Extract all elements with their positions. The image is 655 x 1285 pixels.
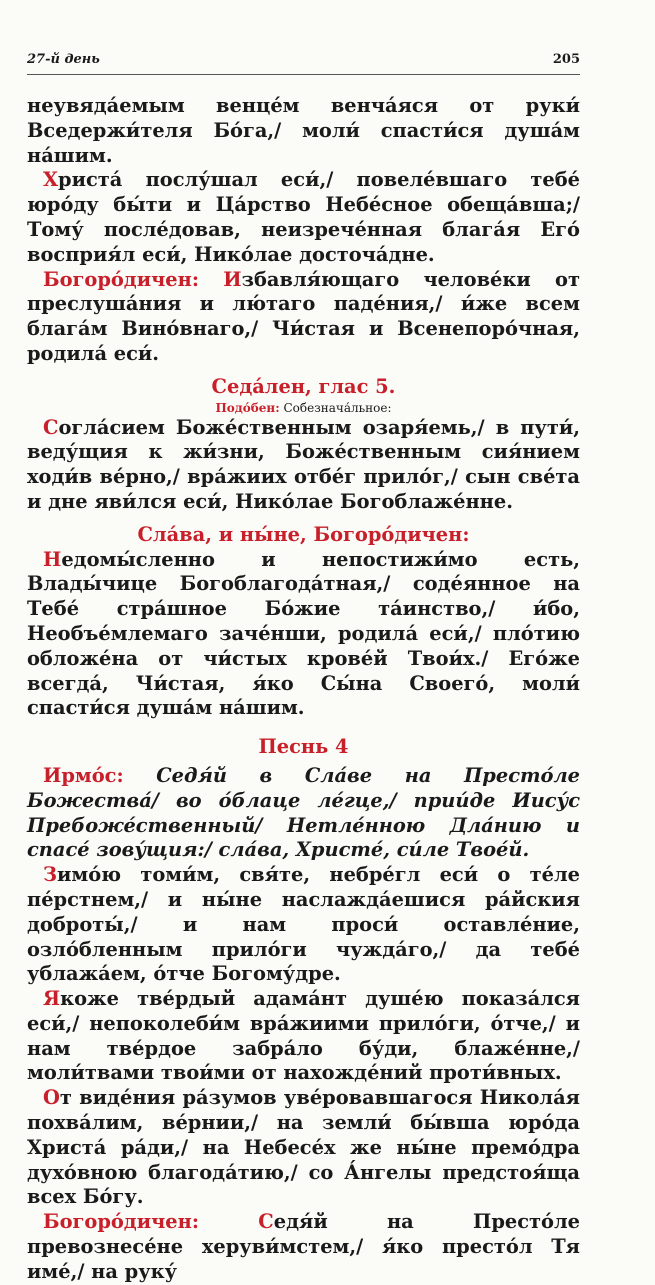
page-number: 205 bbox=[552, 52, 580, 67]
paragraph-2: Христа́ послу́шал еси́,/ повеле́вшаго тебе́ юро́ду бы́ти и Ца́рство Небе́сное обеща́вша;/ Тому́ после́довав, неизрече́нная блага́я Его́ восприя́л еси́, Нико́лае досточа́дне. bbox=[27, 168, 580, 266]
paragraph-1: неувяда́емым венце́м венча́яся от руки́ Вседержи́теля Бо́га,/ моли́ спасти́ся душа́м на́шим. bbox=[27, 94, 580, 167]
theotokion-2: Недомы́сленно и непостижи́мо есть, Влады́чице Богоблагода́тная,/ соде́янное на Тебе́ стра́шное Бо́жие та́инство,/ и́бо, Необъе́млемаго заче́нши, родила́ еси́,/ пло́тию обложе́на от чи́стых крове́й Твои́х./ Его́же всегда́, Чи́стая, я́ко Сы́на Своего́, моли́ спасти́ся душа́м на́шим. bbox=[27, 547, 580, 720]
red-initial: З bbox=[43, 863, 57, 887]
rubric-label: Ирмо́с: bbox=[43, 763, 157, 787]
troparion-3: От виде́ния ра́зумов уве́ровавшагося Никола́я похва́лим, ве́рнии,/ на земли́ бы́вша юро́да Христа́ ра́ди,/ на Небесе́х же ны́не премо́дра духо́вною благода́тию,/ со А́нгелы предстоя́ща всех Бо́гу. bbox=[27, 1086, 580, 1209]
page-body bbox=[27, 94, 580, 1285]
theotokion-3: Богоро́дичен: Седя́й на Престо́ле превознесе́не херуви́мстем,/ я́ко престо́л Тя име́,/ на руку́ bbox=[27, 1210, 581, 1283]
troparion-1: Зимо́ю томи́м, свя́те, небре́гл еси́ о те́ле пе́рстнем,/ и ны́не наслажда́ешися ра́йския доброты́,/ и нам проси́ оставле́ние, озло́бленным прило́ги чужда́го,/ да тебе́ ублажа́ем, о́тче Богому́дре. bbox=[27, 863, 580, 986]
theotokion-1: Богоро́дичен: Избавля́ющаго челове́ки от преслуша́ния и лю́таго паде́ния,/ и́же всем блага́м Вино́внаго,/ Чи́стая и Всенепоро́чная, родила́ еси́. bbox=[27, 267, 580, 365]
running-header bbox=[27, 52, 580, 75]
ode-title: Песнь 4 bbox=[258, 735, 349, 759]
red-initial: Н bbox=[43, 547, 62, 571]
rubric-label: Богоро́дичен: bbox=[43, 1210, 259, 1234]
sedalen-text: Согла́сием Боже́ственным озаря́емь,/ в пути́, веду́щия к жи́зни, Боже́ственным сия́нием ходи́в ве́рно,/ вра́жиих отбе́г прило́г,/ сын све́та и дне яви́лся еси́, Нико́лае Богоблаже́нне. bbox=[27, 415, 580, 513]
sedalen-title: Седа́лен, глас 5. bbox=[211, 374, 396, 398]
rubric-label: Богоро́дичен: bbox=[43, 267, 224, 291]
red-initial: Х bbox=[43, 168, 59, 192]
red-initial: С bbox=[43, 415, 59, 439]
day-label: 27-й день bbox=[27, 52, 100, 67]
troparion-2: Якоже тве́рдый адама́нт душе́ю показа́лся еси́,/ непоколеби́м вра́жиими прило́ги, о́тче,/ и нам тве́рдое забра́ло бу́ди, блаже́нне,/ моли́твами твои́ми от нахожде́ний проти́вных. bbox=[27, 987, 580, 1085]
red-initial: Я bbox=[43, 987, 61, 1011]
red-initial: О bbox=[43, 1086, 60, 1110]
red-initial: С bbox=[258, 1210, 274, 1234]
red-initial: И bbox=[223, 267, 242, 291]
irmos: Ирмо́с: Седя́й в Сла́ве на Престо́ле Божества́/ во о́блаце ле́гце,/ прии́де Иису́с Пребоже́ственный/ Нетле́нною Дла́нию и спасе́ зову́щия:/ сла́ва, Христе́, си́ле Твое́й. bbox=[27, 763, 580, 862]
slava-title: Сла́ва, и ны́не, Богоро́дичен: bbox=[137, 522, 470, 546]
podoben-line: Подо́бен: Собезнача́льное: bbox=[215, 400, 392, 415]
